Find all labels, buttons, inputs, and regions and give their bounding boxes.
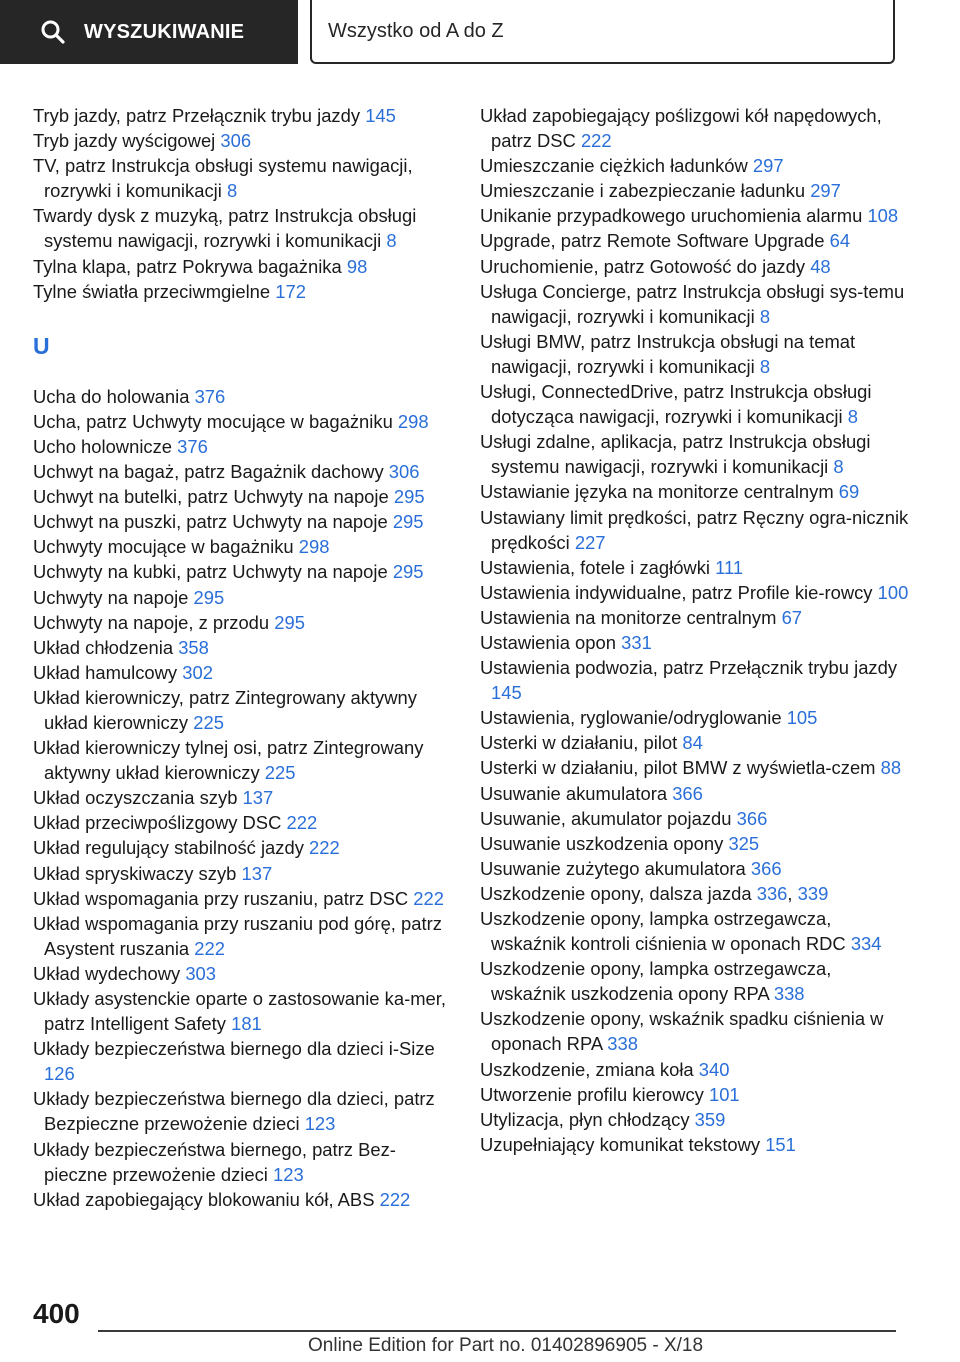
index-entry [33, 1187, 453, 1212]
page-reference-link[interactable]: 295 [392, 561, 424, 583]
page-reference-link[interactable]: 366 [750, 857, 782, 879]
page-reference-link[interactable]: 88 [880, 757, 902, 779]
index-entry [33, 1036, 453, 1086]
page-reference-link[interactable]: 222 [580, 130, 612, 152]
index-entry-text: Uruchomienie, patrz Gotowość do jazdy [480, 255, 806, 277]
section-title: Wszystko od A do Z [328, 19, 504, 42]
page-reference-link[interactable]: 105 [786, 707, 818, 729]
page-reference-link[interactable]: 172 [275, 280, 306, 302]
index-entry [33, 203, 453, 253]
page-reference-link[interactable]: 306 [220, 130, 252, 152]
search-button[interactable] [0, 0, 298, 64]
index-entry [33, 484, 453, 509]
top-navigation-bar [0, 0, 960, 66]
page-reference-link[interactable]: 8 [386, 230, 397, 252]
index-entry-text: Twardy dysk z muzyką, patrz Instrukcja obsługi systemu nawigacji, rozrywki i komunikacji [33, 205, 417, 252]
index-entry [480, 1057, 910, 1082]
page-reference-link[interactable]: 8 [759, 355, 771, 377]
page-reference-link[interactable]: 8 [759, 305, 771, 327]
index-entry-text: Uchwyt na puszki, patrz Uchwyty na napoje [33, 511, 388, 533]
page-reference-link[interactable]: 100 [877, 581, 909, 603]
index-entry [33, 986, 453, 1036]
index-entry [33, 534, 453, 559]
page-reference-link[interactable]: 8 [847, 406, 858, 428]
page-reference-link[interactable]: 295 [393, 486, 425, 508]
index-entry [33, 254, 453, 279]
index-entry-text: Tylne światła przeciwmgielne [33, 280, 271, 302]
page-reference-link[interactable]: 359 [694, 1108, 726, 1130]
page-reference-link[interactable]: 338 [773, 983, 805, 1005]
index-entry-text: Układ przeciwpoślizgowy DSC [33, 812, 282, 834]
page-reference-link[interactable]: 137 [241, 862, 273, 884]
page-reference-link[interactable]: 331 [621, 631, 652, 653]
index-entry-text: Usługi, ConnectedDrive, patrz Instrukcja obsługi dotycząca nawigacji, rozrywki i komunikacji [480, 381, 872, 428]
index-entry [480, 203, 910, 228]
index-entry [480, 479, 910, 504]
page-reference-link[interactable]: 181 [231, 1013, 262, 1035]
section-title-tab[interactable] [310, 0, 895, 64]
index-entry [480, 1082, 910, 1107]
index-entry [33, 886, 453, 911]
index-entry-text: Uchwyty na kubki, patrz Uchwyty na napoje [33, 561, 388, 583]
page-reference-link[interactable]: 376 [194, 385, 226, 407]
page-reference-link[interactable]: 298 [298, 536, 330, 558]
page-reference-link[interactable]: 84 [682, 732, 703, 754]
index-entry [480, 1006, 910, 1056]
index-entry: Uszkodzenie opony, dalsza jazda 336, 339 [480, 882, 829, 904]
index-entry [480, 279, 910, 329]
page-reference-link[interactable]: 334 [850, 933, 882, 955]
index-entry-text: Układy asystenckie oparte o zastosowanie ka‐mer, patrz Intelligent Safety [33, 988, 446, 1035]
page-reference-link[interactable]: 306 [388, 461, 420, 483]
index-entry-text: Układ regulujący stabilność jazdy [33, 837, 304, 859]
index-entry-text: Układ zapobiegający blokowaniu kół, ABS [33, 1188, 375, 1210]
page-reference-link[interactable]: 225 [193, 711, 224, 733]
page-reference-link[interactable]: 222 [286, 812, 318, 834]
index-entry [33, 835, 453, 860]
edition-footer: Online Edition for Part no. 01402896905 - X/18 [308, 1335, 704, 1356]
page-reference-link[interactable]: 225 [264, 762, 296, 784]
index-entry-text: Układ hamulcowy [33, 661, 178, 683]
index-entry [33, 785, 453, 810]
index-entry [33, 961, 453, 986]
index-entry [480, 379, 910, 429]
index-entry-text: Układ chłodzenia [33, 636, 174, 658]
index-entry [33, 1137, 453, 1187]
index-entry [33, 610, 453, 635]
index-entry-text: Uszkodzenie opony, wskaźnik spadku ciśnienia w oponach RPA [480, 1008, 884, 1055]
index-entry [33, 384, 453, 409]
index-entry-text: Uszkodzenie opony, lampka ostrzegawcza, wskaźnik uszkodzenia opony RPA [480, 958, 832, 1005]
index-entry [480, 1107, 910, 1132]
page-reference-link[interactable]: 303 [185, 962, 217, 984]
index-entry-text: Uzupełniający komunikat tekstowy [480, 1133, 761, 1155]
index-entry-text: Unikanie przypadkowego uruchomienia alarmu [480, 205, 863, 227]
page-reference-link[interactable]: 8 [833, 456, 844, 478]
index-entry [33, 103, 453, 128]
page-reference-link[interactable]: 123 [273, 1163, 304, 1185]
page-reference-link[interactable]: 336 [756, 882, 788, 904]
index-entry-text: Układy bezpieczeństwa biernego, patrz Bez‐pieczne przewożenie dzieci [33, 1138, 396, 1185]
page-reference-link[interactable]: 295 [392, 511, 424, 533]
page-reference-link[interactable]: 108 [867, 205, 899, 227]
page-reference-link[interactable]: 297 [810, 180, 841, 202]
index-entry-text: Ustawienia na monitorze centralnym [480, 606, 777, 628]
page-reference-link[interactable]: 376 [177, 435, 208, 457]
index-entry [33, 153, 453, 203]
index-entry-text: Utworzenie profilu kierowcy [480, 1083, 704, 1105]
index-entry [33, 861, 453, 886]
index-entry-text: Uchwyt na butelki, patrz Uchwyty na napoje [33, 486, 389, 508]
page-reference-link[interactable]: 222 [379, 1188, 411, 1210]
index-entry [33, 585, 453, 610]
page-reference-link[interactable]: 358 [178, 636, 209, 658]
page-reference-link[interactable]: 111 [715, 556, 744, 578]
index-entry [480, 730, 910, 755]
index-entry-text: Usuwanie uszkodzenia opony [480, 832, 724, 854]
index-entry-text: Tylna klapa, patrz Pokrywa bagażnika [33, 255, 342, 277]
index-entry-text: Układ oczyszczania szyb [33, 787, 238, 809]
index-entry-text: Ustawianie języka na monitorze centralnym [480, 481, 834, 503]
page-reference-link[interactable]: 64 [829, 230, 851, 252]
index-entry [480, 705, 910, 730]
page-reference-link[interactable]: 98 [346, 255, 368, 277]
index-entry-text: Umieszczanie i zabezpieczanie ładunku [480, 180, 806, 202]
index-entry-text: Uszkodzenie, zmiana koła [480, 1058, 694, 1080]
index-entry [480, 856, 910, 881]
page-reference-link[interactable]: 325 [728, 832, 760, 854]
index-entry [33, 434, 453, 459]
index-entry [33, 685, 453, 735]
index-entry-text: Ustawiany limit prędkości, patrz Ręczny ogra‐nicznik prędkości [480, 506, 909, 553]
page-reference-link[interactable]: 145 [365, 105, 396, 126]
index-entry-text: Układ wydechowy [33, 962, 181, 984]
page-reference-link[interactable]: 8 [226, 180, 238, 202]
index-entry [480, 806, 910, 831]
footer-divider [98, 1330, 896, 1332]
page-reference-link[interactable]: 298 [397, 410, 429, 432]
index-entry [33, 279, 453, 304]
index-entry [33, 459, 453, 484]
index-entry [480, 831, 910, 856]
index-entry [33, 1086, 453, 1136]
index-entry-text: Ucho holownicze [33, 435, 173, 457]
page-reference-link[interactable]: 126 [44, 1063, 75, 1085]
index-entry-text: Uszkodzenie opony, lampka ostrzegawcza, wskaźnik kontroli ciśnienia w oponach RDC [480, 908, 846, 955]
index-entry-text: Układ wspomagania przy ruszaniu pod górę, patrz Asystent ruszania [33, 912, 442, 959]
index-group-u [33, 384, 453, 1212]
page-reference-link[interactable]: 123 [304, 1113, 336, 1135]
index-entry-text: Usługi BMW, patrz Instrukcja obsługi na temat nawigacji, rozrywki i komunikacji [480, 330, 856, 377]
index-entry-text: Układ zapobiegający poślizgowi kół napędowych, patrz DSC [480, 105, 882, 152]
index-entry [33, 810, 453, 835]
index-entry-text: Usuwanie, akumulator pojazdu [480, 807, 732, 829]
index-right-column [480, 103, 910, 1157]
index-entry [480, 605, 910, 630]
index-entry-text: Ucha do holowania [33, 385, 190, 407]
index-entry [480, 329, 910, 379]
page-reference-link[interactable]: 339 [797, 882, 829, 904]
page-reference-link[interactable]: 366 [672, 782, 703, 804]
index-entry [480, 781, 910, 806]
index-entry-text: Układ kierowniczy, patrz Zintegrowany aktywny układ kierowniczy [33, 686, 417, 733]
index-entry [480, 228, 910, 253]
index-entry-text: Ucha, patrz Uchwyty mocujące w bagażniku [33, 410, 393, 432]
index-entry-text: Tryb jazdy, patrz Przełącznik trybu jazdy [33, 105, 361, 126]
page-reference-link[interactable]: 222 [413, 887, 444, 909]
page-reference-link[interactable]: 222 [309, 837, 340, 859]
index-entry [480, 1132, 910, 1157]
index-entry-text: Ustawienia indywidualne, patrz Profile kie‐rowcy [480, 581, 873, 603]
index-entry-text: Uszkodzenie opony, dalsza jazda [480, 882, 752, 904]
index-entry [480, 630, 910, 655]
index-entry [480, 429, 910, 479]
page-reference-link[interactable]: 151 [765, 1133, 796, 1155]
index-entry-text: Ustawienia podwozia, patrz Przełącznik trybu jazdy [480, 657, 898, 679]
index-entry-text: Usuwanie zużytego akumulatora [480, 857, 746, 879]
index-entry [33, 735, 453, 785]
page-reference-link[interactable]: 302 [182, 661, 213, 683]
index-letter-heading: U [33, 332, 50, 359]
index-entry-text: Usuwanie akumulatora [480, 782, 668, 804]
index-entry-text: Usterki w działaniu, pilot [480, 732, 678, 754]
index-group-t [33, 103, 453, 304]
index-entry-text: Uchwyt na bagaż, patrz Bagażnik dachowy [33, 461, 384, 483]
index-entry [33, 660, 453, 685]
index-entry [480, 153, 910, 178]
page-reference-link[interactable]: 338 [607, 1033, 638, 1055]
index-entry-text: Układy bezpieczeństwa biernego dla dzieci i-Size [33, 1038, 435, 1060]
index-entry [33, 509, 453, 534]
index-entry [33, 559, 453, 584]
index-entry-text: Usługi zdalne, aplikacja, patrz Instrukcja obsługi systemu nawigacji, rozrywki i komunikacji [480, 431, 871, 478]
page-reference-link[interactable]: 145 [491, 682, 522, 704]
page-reference-link[interactable]: 295 [193, 586, 225, 608]
page-reference-link[interactable]: 137 [242, 787, 274, 809]
index-entry [480, 755, 910, 780]
page-reference-link[interactable]: 222 [194, 937, 225, 959]
index-entry [480, 580, 910, 605]
page-reference-link[interactable]: 227 [574, 531, 606, 553]
index-entry [480, 655, 910, 705]
index-entry-text: Układy bezpieczeństwa biernego dla dzieci, patrz Bezpieczne przewożenie dzieci [33, 1088, 435, 1135]
index-entry [480, 555, 910, 580]
index-entry [33, 128, 453, 153]
index-entry-text: Upgrade, patrz Remote Software Upgrade [480, 230, 825, 252]
index-entry-text: Tryb jazdy wyścigowej [33, 130, 216, 152]
index-entry [480, 103, 910, 153]
index-entry-text: Ustawienia opon [480, 631, 616, 653]
page-number: 400 [33, 1298, 80, 1329]
index-entry-text: Uchwyty na napoje, z przodu [33, 611, 270, 633]
index-entry-text: Uchwyty na napoje [33, 586, 189, 608]
index-entry-text: Układ kierowniczy tylnej osi, patrz Zintegrowany aktywny układ kierowniczy [33, 737, 424, 784]
page-reference-link[interactable]: 340 [698, 1058, 730, 1080]
index-entry-text: Umieszczanie ciężkich ładunków [480, 155, 748, 177]
index-entry-text: Ustawienia, fotele i zagłówki [480, 556, 710, 578]
page-reference-link[interactable]: 48 [810, 255, 831, 277]
index-entry-text: Usługa Concierge, patrz Instrukcja obsługi sys‐temu nawigacji, rozrywki i komunikacji [480, 280, 905, 327]
index-entry [480, 254, 910, 279]
index-entry [480, 178, 910, 203]
search-icon [40, 19, 66, 45]
page-reference-link[interactable]: 67 [781, 606, 803, 628]
index-group-u-continued [480, 103, 910, 1157]
index-entry-text: Utylizacja, płyn chłodzący [480, 1108, 690, 1130]
page-reference-link[interactable]: 295 [274, 611, 305, 633]
index-entry-text: Usterki w działaniu, pilot BMW z wyświetla‐czem [480, 757, 876, 779]
index-left-column [33, 103, 453, 1212]
index-entry-text: Układ wspomagania przy ruszaniu, patrz DSC [33, 887, 409, 909]
index-entry-text: TV, patrz Instrukcja obsługi systemu nawigacji, rozrywki i komunikacji [33, 155, 413, 202]
page-reference-link[interactable]: 297 [752, 155, 784, 177]
index-entry-text: Układ spryskiwaczy szyb [33, 862, 237, 884]
index-entry [33, 911, 453, 961]
index-entry [33, 635, 453, 660]
index-entry-text: Uchwyty mocujące w bagażniku [33, 536, 294, 558]
page-reference-link[interactable]: 69 [838, 481, 860, 503]
index-entry-text: Ustawienia, ryglowanie/odryglowanie [480, 707, 782, 729]
page-reference-link[interactable]: 366 [736, 807, 768, 829]
page-reference-link[interactable]: 101 [708, 1083, 740, 1105]
index-entry [33, 409, 453, 434]
search-label: WYSZUKIWANIE [84, 20, 245, 43]
index-entry [480, 505, 910, 555]
index-entry [480, 906, 910, 956]
index-entry [480, 956, 910, 1006]
